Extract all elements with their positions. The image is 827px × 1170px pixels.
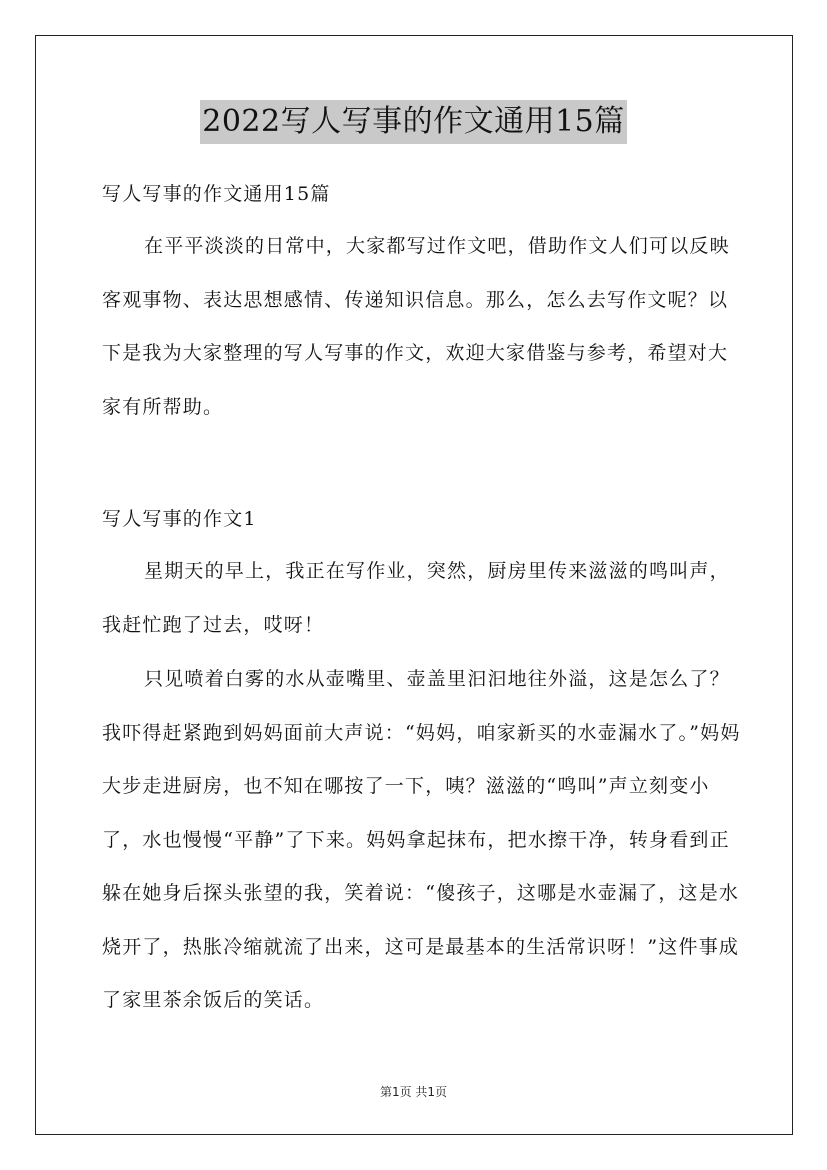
intro-paragraph: 在平平淡淡的日常中，大家都写过作文吧，借助作文人们可以反映客观事物、表达思想感情、传递知识信息。那么，怎么去写作文呢？以下是我为大家整理的写人写事的作文，欢迎大家借鉴与参考，希望对大家有所帮助。 [102, 235, 730, 418]
body-paragraph-2: 只见喷着白雾的水从壶嘴里、壶盖里汩汩地往外溢，这是怎么了？我吓得赶紧跑到妈妈面前大声说：“妈妈，咱家新买的水壶漏水了。”妈妈大步走进厨房，也不知在哪按了一下，咦？滋滋的“鸣叫”声立刻变小了，水也慢慢“平静”了下来。妈妈拿起抹布，把水擦干净，转身看到正躲在她身后探头张望的我，笑着说：“傻孩子，这哪是水壶漏了，这是水烧开了，热胀冷缩就流了出来，这可是最基本的生活常识呀！”这件事成了家里茶余饭后的笑话。 [102, 668, 741, 1011]
section-heading: 写人写事的作文1 [102, 508, 257, 530]
title-container [0, 100, 827, 144]
body-paragraph-1: 星期天的早上，我正在写作业，突然，厨房里传来滋滋的鸣叫声，我赶忙跑了过去，哎呀！ [102, 560, 730, 636]
page-footer: 第1页 共1页 [379, 1085, 448, 1099]
document-subtitle: 写人写事的作文通用15篇 [102, 183, 331, 205]
document-title: 2022写人写事的作文通用15篇 [200, 100, 627, 144]
